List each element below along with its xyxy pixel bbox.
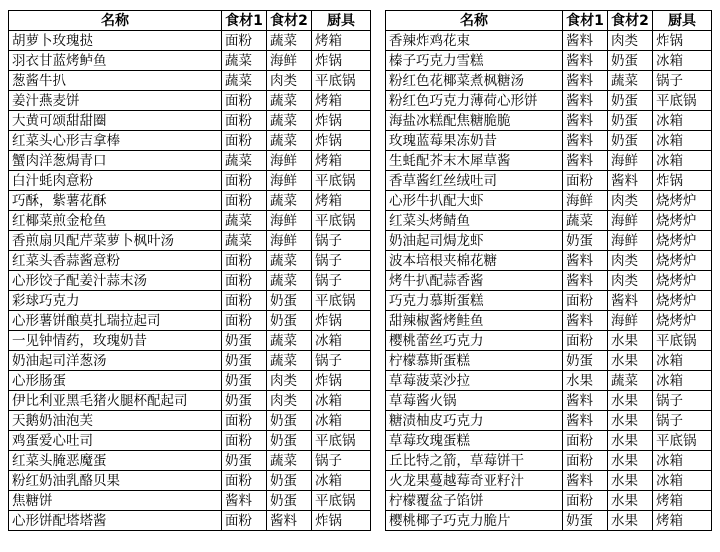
cell-name: 天鹅奶油泡芙 [9,411,222,431]
cell-cookware: 锅子 [312,251,371,271]
cell-name: 焦糖饼 [9,491,222,511]
cell-cookware: 冰箱 [653,451,712,471]
table-header-row [386,11,712,31]
cell-cookware: 冰箱 [312,391,371,411]
header-ingredient-1: 食材1 [563,11,608,31]
cell-ingredient-1: 酱料 [563,411,608,431]
cell-ingredient-1: 面粉 [563,491,608,511]
table-row [386,151,712,171]
cell-ingredient-2: 肉类 [608,251,653,271]
cell-ingredient-2: 肉类 [267,371,312,391]
cell-ingredient-2: 水果 [608,451,653,471]
table-row [9,51,371,71]
cell-ingredient-1: 面粉 [563,451,608,471]
cell-ingredient-2: 水果 [608,491,653,511]
cell-cookware: 冰箱 [653,111,712,131]
cell-name: 火龙果蔓越莓奇亚籽汁 [386,471,563,491]
cell-ingredient-1: 酱料 [563,251,608,271]
cell-cookware: 冰箱 [653,51,712,71]
cell-cookware: 冰箱 [653,151,712,171]
cell-ingredient-2: 奶蛋 [267,411,312,431]
table-row [386,171,712,191]
cell-name: 糖渍柚皮巧克力 [386,411,563,431]
table-row [386,231,712,251]
cell-cookware: 冰箱 [653,351,712,371]
cell-cookware: 冰箱 [653,471,712,491]
cell-name: 巧克力慕斯蛋糕 [386,291,563,311]
cell-cookware: 烧烤炉 [653,191,712,211]
table-row [9,351,371,371]
cell-cookware: 锅子 [653,391,712,411]
table-row [9,211,371,231]
cell-cookware: 烧烤炉 [653,211,712,231]
cell-name: 玫瑰蓝莓果冻奶昔 [386,131,563,151]
cell-name: 红菜头心形吉拿棒 [9,131,222,151]
cell-name: 葱酱牛扒 [9,71,222,91]
table-row [9,291,371,311]
cell-cookware: 烧烤炉 [653,311,712,331]
cell-ingredient-2: 海鲜 [608,311,653,331]
cell-name: 香草酱红丝绒吐司 [386,171,563,191]
cell-ingredient-1: 面粉 [222,131,267,151]
cell-name: 樱桃椰子巧克力脆片 [386,511,563,531]
cell-cookware: 锅子 [312,451,371,471]
cell-ingredient-2: 蔬菜 [267,271,312,291]
header-cookware: 厨具 [312,11,371,31]
table-row [9,171,371,191]
cell-ingredient-1: 面粉 [222,411,267,431]
cell-name: 彩球巧克力 [9,291,222,311]
cell-ingredient-2: 肉类 [608,31,653,51]
cell-cookware: 平底锅 [312,491,371,511]
cell-cookware: 烤箱 [653,491,712,511]
header-name: 名称 [386,11,563,31]
table-row [386,351,712,371]
recipe-table-right [385,10,712,531]
cell-cookware: 锅子 [312,351,371,371]
cell-ingredient-2: 水果 [608,411,653,431]
cell-cookware: 平底锅 [653,431,712,451]
cell-name: 伊比利亚黑毛猪火腿杯配起司 [9,391,222,411]
table-row [9,71,371,91]
cell-ingredient-1: 面粉 [222,31,267,51]
table-row [9,311,371,331]
cell-ingredient-1: 蔬菜 [563,211,608,231]
cell-name: 大黄可颂甜甜圈 [9,111,222,131]
cell-ingredient-1: 奶蛋 [563,511,608,531]
cell-name: 草莓菠菜沙拉 [386,371,563,391]
cell-ingredient-2: 蔬菜 [267,351,312,371]
table-row [9,331,371,351]
cell-name: 草莓酱火锅 [386,391,563,411]
cell-ingredient-1: 面粉 [222,511,267,531]
cell-ingredient-2: 奶蛋 [267,311,312,331]
table-row [9,191,371,211]
cell-name: 粉红色花椰菜煮枫糖汤 [386,71,563,91]
table-row [9,451,371,471]
cell-cookware: 平底锅 [312,71,371,91]
cell-cookware: 炸锅 [312,371,371,391]
cell-name: 香煎扇贝配芹菜萝卜枫叶汤 [9,231,222,251]
cell-cookware: 烤箱 [312,31,371,51]
cell-ingredient-1: 面粉 [222,171,267,191]
cell-name: 樱桃蕾丝巧克力 [386,331,563,351]
table-row [9,471,371,491]
cell-cookware: 烤箱 [312,151,371,171]
cell-ingredient-2: 海鲜 [608,151,653,171]
cell-name: 奶油起司洋葱汤 [9,351,222,371]
cell-cookware: 冰箱 [653,371,712,391]
cell-ingredient-2: 海鲜 [267,151,312,171]
cell-ingredient-2: 蔬菜 [267,131,312,151]
table-row [386,111,712,131]
cell-ingredient-1: 酱料 [563,151,608,171]
table-row [9,391,371,411]
cell-ingredient-2: 酱料 [608,291,653,311]
cell-ingredient-1: 酱料 [563,131,608,151]
cell-ingredient-2: 水果 [608,331,653,351]
cell-cookware: 冰箱 [312,471,371,491]
cell-ingredient-1: 面粉 [222,311,267,331]
cell-ingredient-1: 面粉 [222,271,267,291]
table-row [386,491,712,511]
recipe-table-left [8,10,371,531]
cell-cookware: 炸锅 [312,511,371,531]
cell-cookware: 平底锅 [312,431,371,451]
cell-cookware: 烧烤炉 [653,251,712,271]
table-header-row [9,11,371,31]
table-row [9,111,371,131]
cell-cookware: 炸锅 [653,171,712,191]
cell-cookware: 炸锅 [312,311,371,331]
cell-ingredient-2: 蔬菜 [267,111,312,131]
cell-ingredient-2: 奶蛋 [608,91,653,111]
cell-cookware: 炸锅 [312,51,371,71]
cell-name: 红菜头烤鲭鱼 [386,211,563,231]
table-row [9,431,371,451]
cell-name: 白汁蚝肉意粉 [9,171,222,191]
cell-cookware: 冰箱 [312,331,371,351]
cell-ingredient-2: 奶蛋 [267,491,312,511]
cell-ingredient-1: 面粉 [563,331,608,351]
cell-cookware: 锅子 [653,411,712,431]
cell-name: 心形肠蛋 [9,371,222,391]
cell-cookware: 烤箱 [312,191,371,211]
table-row [386,391,712,411]
cell-cookware: 锅子 [312,271,371,291]
cell-cookware: 烤箱 [653,511,712,531]
cell-ingredient-1: 面粉 [222,191,267,211]
cell-name: 心形饺子配姜汁蒜末汤 [9,271,222,291]
cell-ingredient-2: 奶蛋 [267,471,312,491]
cell-ingredient-1: 蔬菜 [222,231,267,251]
table-row [386,251,712,271]
table-row [386,311,712,331]
cell-ingredient-2: 蔬菜 [267,191,312,211]
cell-name: 蟹肉洋葱焗青口 [9,151,222,171]
cell-ingredient-1: 面粉 [563,431,608,451]
cell-ingredient-2: 蔬菜 [608,371,653,391]
header-name: 名称 [9,11,222,31]
cell-ingredient-2: 酱料 [608,171,653,191]
cell-ingredient-1: 酱料 [563,391,608,411]
cell-ingredient-2: 肉类 [608,271,653,291]
cell-name: 姜汁燕麦饼 [9,91,222,111]
cell-name: 一见钟情药，玫瑰奶昔 [9,331,222,351]
cell-name: 心形饼配塔塔酱 [9,511,222,531]
cell-cookware: 锅子 [653,71,712,91]
cell-ingredient-2: 蔬菜 [267,91,312,111]
cell-name: 心形牛扒配大虾 [386,191,563,211]
cell-cookware: 烤箱 [312,91,371,111]
cell-ingredient-2: 海鲜 [267,171,312,191]
cell-name: 心形薯饼酿莫扎瑞拉起司 [9,311,222,331]
cell-ingredient-1: 酱料 [563,271,608,291]
cell-cookware: 平底锅 [312,291,371,311]
cell-ingredient-2: 水果 [608,471,653,491]
cell-name: 粉红奶油乳酪贝果 [9,471,222,491]
cell-ingredient-2: 水果 [608,431,653,451]
cell-name: 胡萝卜玫瑰挞 [9,31,222,51]
cell-name: 烤牛扒配蒜香酱 [386,271,563,291]
cell-name: 红菜头腌恶魔蛋 [9,451,222,471]
cell-ingredient-1: 奶蛋 [222,331,267,351]
table-row [386,131,712,151]
table-row [386,71,712,91]
cell-ingredient-1: 酱料 [222,491,267,511]
cell-ingredient-2: 水果 [608,511,653,531]
cell-name: 红椰菜煎金枪鱼 [9,211,222,231]
cell-ingredient-1: 面粉 [222,471,267,491]
table-row [386,451,712,471]
cell-ingredient-2: 奶蛋 [608,51,653,71]
table-row [9,491,371,511]
cell-ingredient-2: 肉类 [267,71,312,91]
cell-ingredient-1: 海鲜 [563,191,608,211]
cell-ingredient-1: 奶蛋 [222,351,267,371]
cell-cookware: 锅子 [312,231,371,251]
cell-ingredient-1: 蔬菜 [222,71,267,91]
table-row [9,91,371,111]
cell-ingredient-2: 蔬菜 [267,251,312,271]
cell-ingredient-2: 水果 [608,351,653,371]
cell-name: 羽衣甘蓝烤鲈鱼 [9,51,222,71]
cell-cookware: 炸锅 [312,131,371,151]
cell-ingredient-2: 水果 [608,391,653,411]
cell-ingredient-2: 海鲜 [267,51,312,71]
cell-ingredient-1: 酱料 [563,311,608,331]
table-row [9,411,371,431]
cell-ingredient-1: 酱料 [563,51,608,71]
cell-cookware: 平底锅 [653,331,712,351]
cell-ingredient-2: 蔬菜 [267,331,312,351]
table-row [9,151,371,171]
cell-ingredient-1: 蔬菜 [222,211,267,231]
header-ingredient-1: 食材1 [222,11,267,31]
cell-ingredient-1: 面粉 [563,291,608,311]
cell-ingredient-2: 海鲜 [608,211,653,231]
cell-ingredient-1: 蔬菜 [222,151,267,171]
cell-cookware: 平底锅 [312,211,371,231]
cell-ingredient-1: 面粉 [222,111,267,131]
cell-name: 红菜头香蒜酱意粉 [9,251,222,271]
table-row [9,131,371,151]
cell-ingredient-1: 面粉 [222,251,267,271]
cell-ingredient-2: 肉类 [608,191,653,211]
cell-name: 奶油起司焗龙虾 [386,231,563,251]
cell-cookware: 平底锅 [312,171,371,191]
header-ingredient-2: 食材2 [267,11,312,31]
table-row [386,511,712,531]
header-cookware: 厨具 [653,11,712,31]
cell-ingredient-1: 酱料 [563,471,608,491]
cell-ingredient-1: 酱料 [563,31,608,51]
cell-cookware: 炸锅 [653,31,712,51]
cell-ingredient-1: 奶蛋 [222,391,267,411]
table-row [386,431,712,451]
table-row [386,51,712,71]
cell-ingredient-2: 蔬菜 [608,71,653,91]
cell-name: 柠檬慕斯蛋糕 [386,351,563,371]
cell-cookware: 冰箱 [312,411,371,431]
cell-name: 粉红色巧克力薄荷心形饼 [386,91,563,111]
cell-name: 甜辣椒酱烤鲑鱼 [386,311,563,331]
cell-cookware: 平底锅 [653,91,712,111]
cell-ingredient-1: 面粉 [222,91,267,111]
cell-cookware: 炸锅 [312,111,371,131]
cell-ingredient-1: 蔬菜 [222,51,267,71]
cell-name: 生蚝配芥末木犀草酱 [386,151,563,171]
cell-ingredient-1: 面粉 [222,291,267,311]
table-row [9,371,371,391]
cell-ingredient-1: 面粉 [563,171,608,191]
cell-ingredient-2: 奶蛋 [267,291,312,311]
table-row [386,31,712,51]
cell-ingredient-2: 海鲜 [608,231,653,251]
cell-ingredient-1: 酱料 [563,91,608,111]
cell-name: 巧酥，紫薯花酥 [9,191,222,211]
cell-ingredient-2: 蔬菜 [267,31,312,51]
cell-ingredient-1: 奶蛋 [563,231,608,251]
cell-cookware: 冰箱 [653,131,712,151]
cell-name: 波本培根夹棉花糖 [386,251,563,271]
table-row [386,371,712,391]
cell-ingredient-1: 奶蛋 [222,371,267,391]
header-ingredient-2: 食材2 [608,11,653,31]
cell-ingredient-1: 酱料 [563,111,608,131]
table-row [386,411,712,431]
cell-ingredient-1: 面粉 [222,431,267,451]
cell-name: 草莓玫瑰蛋糕 [386,431,563,451]
table-row [386,331,712,351]
cell-name: 丘比特之箭，草莓饼干 [386,451,563,471]
cell-ingredient-1: 水果 [563,371,608,391]
table-row [386,91,712,111]
cell-ingredient-1: 奶蛋 [222,451,267,471]
cell-cookware: 烧烤炉 [653,291,712,311]
cell-ingredient-1: 奶蛋 [563,351,608,371]
table-row [386,471,712,491]
table-row [9,231,371,251]
cell-ingredient-2: 奶蛋 [267,431,312,451]
cell-name: 香辣炸鸡花束 [386,31,563,51]
cell-name: 海盐冰糕配焦糖脆脆 [386,111,563,131]
table-row [386,291,712,311]
cell-cookware: 烧烤炉 [653,271,712,291]
cell-ingredient-2: 海鲜 [267,231,312,251]
table-row [9,251,371,271]
cell-ingredient-2: 奶蛋 [608,111,653,131]
table-row [9,271,371,291]
cell-name: 榛子巧克力雪糕 [386,51,563,71]
cell-ingredient-2: 海鲜 [267,211,312,231]
cell-ingredient-2: 肉类 [267,391,312,411]
cell-ingredient-2: 蔬菜 [267,451,312,471]
table-row [9,31,371,51]
cell-ingredient-2: 奶蛋 [608,131,653,151]
cell-name: 柠檬覆盆子馅饼 [386,491,563,511]
cell-name: 鸡蛋爱心吐司 [9,431,222,451]
cell-ingredient-1: 酱料 [563,71,608,91]
cell-ingredient-2: 酱料 [267,511,312,531]
table-row [386,271,712,291]
cell-cookware: 烧烤炉 [653,231,712,251]
table-row [9,511,371,531]
table-row [386,191,712,211]
table-row [386,211,712,231]
